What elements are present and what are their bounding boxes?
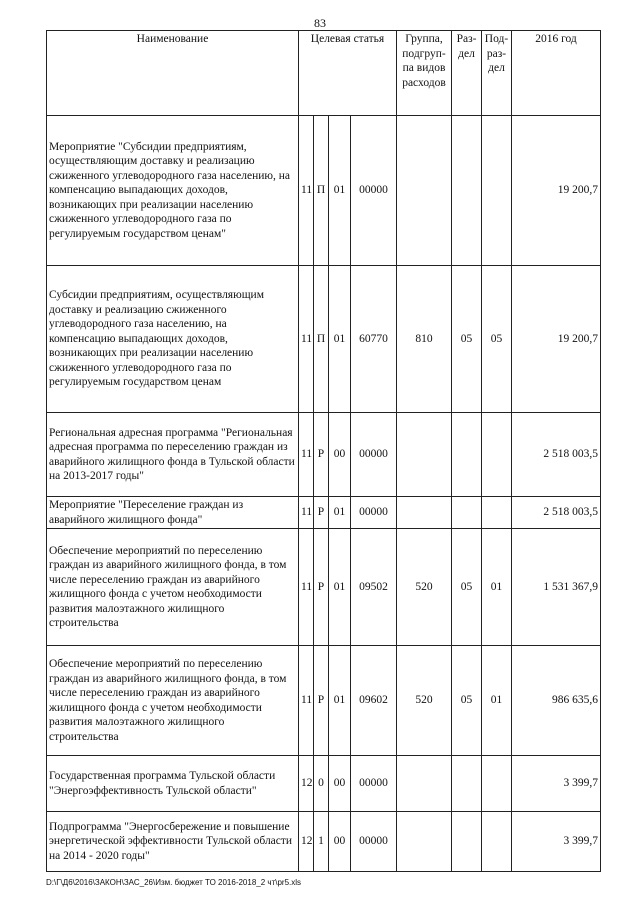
row-subsection [482,812,512,872]
row-amount: 3 399,7 [512,756,601,812]
row-code-event: 01 [329,266,351,413]
row-group: 520 [397,529,452,646]
row-group: 810 [397,266,452,413]
row-group [397,497,452,529]
row-name: Подпрограмма "Энергосбережение и повышение энергетической эффективности Тульской области на 2014 - 2020 годы" [47,812,299,872]
row-code-program: 11 [299,646,314,756]
row-code-event: 00 [329,756,351,812]
row-amount: 19 200,7 [512,116,601,266]
row-code-event: 01 [329,497,351,529]
row-code-direction: 00000 [351,413,397,497]
row-code-subprogram: Р [314,529,329,646]
file-path-footer: D:\Г\Д6\2016\ЗАКОН\ЗАС_26\Изм. бюджет ТО 2016-2018_2 чт\pr5.xls [46,878,302,887]
row-code-event: 01 [329,529,351,646]
row-group [397,812,452,872]
row-code-subprogram: Р [314,646,329,756]
row-code-program: 11 [299,116,314,266]
header-group: Группа, подгруп-па видов расходов [397,31,452,116]
row-name: Мероприятие "Субсидии предприятиям, осуществляющим доставку и реализацию сжиженного углеводородного газа населению, на компенсацию выпадающих доходов, возникающих при реализации населению сжиженного углеводородного газа по регулируемым государством ценам" [47,116,299,266]
row-code-subprogram: 1 [314,812,329,872]
row-code-direction: 00000 [351,497,397,529]
table-row [47,116,601,266]
row-name: Государственная программа Тульской области "Энергоэффективность Тульской области" [47,756,299,812]
row-code-subprogram: 0 [314,756,329,812]
page-number: 83 [314,16,326,30]
row-group [397,116,452,266]
row-code-program: 11 [299,413,314,497]
row-group [397,413,452,497]
row-code-program: 11 [299,497,314,529]
row-name: Региональная адресная программа "Региональная адресная программа по переселению граждан из аварийного жилищного фонда в Тульской области на 2013-2017 годы" [47,413,299,497]
row-section [452,116,482,266]
row-amount: 1 531 367,9 [512,529,601,646]
header-section: Раз-дел [452,31,482,116]
row-code-program: 11 [299,529,314,646]
row-section: 05 [452,529,482,646]
row-code-subprogram: П [314,266,329,413]
row-amount: 2 518 003,5 [512,413,601,497]
row-section [452,812,482,872]
row-amount: 2 518 003,5 [512,497,601,529]
table-row [47,812,601,872]
row-section: 05 [452,266,482,413]
row-section [452,756,482,812]
row-code-direction: 09502 [351,529,397,646]
row-code-direction: 09602 [351,646,397,756]
row-subsection [482,413,512,497]
row-amount: 19 200,7 [512,266,601,413]
header-name: Наименование [47,31,299,116]
row-subsection: 01 [482,646,512,756]
row-subsection: 01 [482,529,512,646]
row-subsection [482,756,512,812]
header-subsection: Под-раз-дел [482,31,512,116]
row-code-subprogram: Р [314,413,329,497]
row-name: Обеспечение мероприятий по переселению граждан из аварийного жилищного фонда, в том числе переселению граждан из аварийного жилищного фонда с учетом необходимости развития малоэтажного жилищного строительства [47,646,299,756]
row-code-subprogram: Р [314,497,329,529]
row-amount: 3 399,7 [512,812,601,872]
row-group: 520 [397,646,452,756]
table-header-row [47,31,601,116]
row-code-program: 12 [299,812,314,872]
row-subsection [482,497,512,529]
row-code-direction: 60770 [351,266,397,413]
row-name: Обеспечение мероприятий по переселению граждан из аварийного жилищного фонда, в том числе переселению граждан из аварийного жилищного фонда с учетом необходимости развития малоэтажного жилищного строительства [47,529,299,646]
table-row [47,413,601,497]
table-row [47,646,601,756]
row-code-event: 01 [329,116,351,266]
row-subsection: 05 [482,266,512,413]
row-section: 05 [452,646,482,756]
row-amount: 986 635,6 [512,646,601,756]
row-code-event: 01 [329,646,351,756]
row-section [452,497,482,529]
table-row [47,497,601,529]
header-target: Целевая статья [299,31,397,116]
row-code-event: 00 [329,812,351,872]
row-subsection [482,116,512,266]
table-row [47,529,601,646]
budget-table [46,30,601,872]
row-code-event: 00 [329,413,351,497]
header-year: 2016 год [512,31,601,116]
row-code-subprogram: П [314,116,329,266]
row-name: Мероприятие "Переселение граждан из аварийного жилищного фонда" [47,497,299,529]
row-code-direction: 00000 [351,812,397,872]
row-code-program: 11 [299,266,314,413]
row-code-direction: 00000 [351,756,397,812]
table-row [47,756,601,812]
row-code-program: 12 [299,756,314,812]
row-group [397,756,452,812]
row-section [452,413,482,497]
row-name: Субсидии предприятиям, осуществляющим доставку и реализацию сжиженного углеводородного газа населению, на компенсацию выпадающих доходов, возникающих при реализации населению сжиженного углеводородного газа по регулируемым государством ценам [47,266,299,413]
table-row [47,266,601,413]
row-code-direction: 00000 [351,116,397,266]
